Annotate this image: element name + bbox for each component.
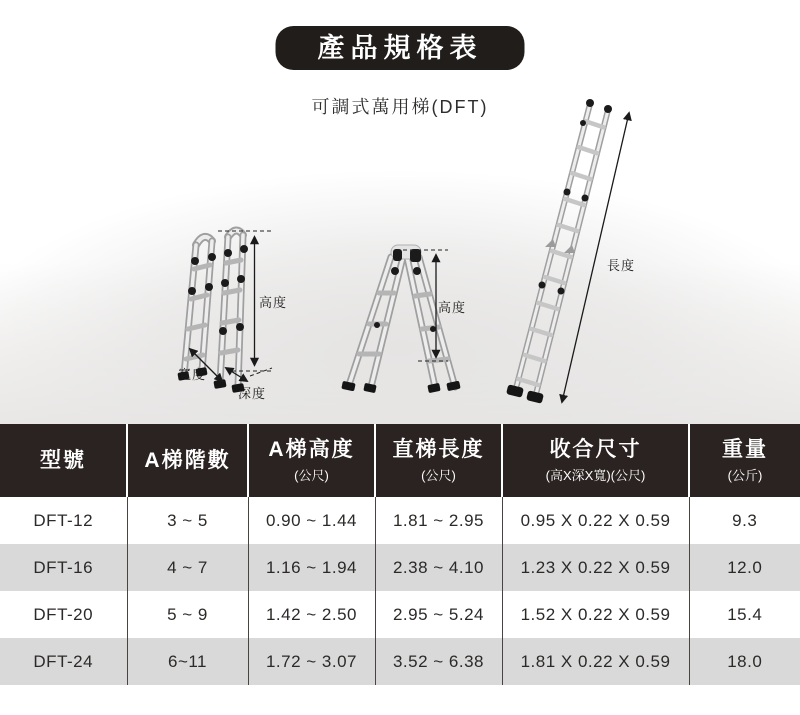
spec-table-body: [0, 497, 800, 685]
column-header-5: 重量 (公斤): [689, 424, 800, 497]
straight-ladder-rails: [515, 104, 608, 398]
table-cell: 1.42 ~ 2.50: [248, 591, 375, 638]
table-cell: 1.81 ~ 2.95: [375, 497, 502, 544]
spec-table-header-row: [0, 424, 800, 497]
column-header-0: 型號: [0, 424, 127, 497]
column-header-2: A梯高度 (公尺): [248, 424, 375, 497]
spec-table: [0, 424, 800, 685]
table-cell: 12.0: [689, 544, 800, 591]
table-row-DFT-12: [0, 497, 800, 544]
table-cell: 0.90 ~ 1.44: [248, 497, 375, 544]
table-row-DFT-20: [0, 591, 800, 638]
height-label-folded: 高度: [259, 295, 288, 310]
table-row-DFT-24: [0, 638, 800, 685]
table-cell: DFT-12: [0, 497, 127, 544]
depth-label: 深度: [238, 386, 267, 401]
column-header-1: A梯階數: [127, 424, 248, 497]
table-cell: 1.16 ~ 1.94: [248, 544, 375, 591]
table-cell: 1.23 X 0.22 X 0.59: [502, 544, 689, 591]
table-cell: 9.3: [689, 497, 800, 544]
a-frame-feet: [341, 381, 460, 394]
table-cell: 15.4: [689, 591, 800, 638]
column-header-4: 收合尺寸 (高X深X寬)(公尺): [502, 424, 689, 497]
table-cell: DFT-16: [0, 544, 127, 591]
table-cell: DFT-24: [0, 638, 127, 685]
table-row-DFT-16: [0, 544, 800, 591]
height-label-aframe: 高度: [438, 300, 467, 315]
table-cell: 2.38 ~ 4.10: [375, 544, 502, 591]
a-frame-rails: [349, 257, 455, 387]
title-banner: [276, 26, 525, 70]
table-cell: 4 ~ 7: [127, 544, 248, 591]
length-label: 長度: [607, 258, 636, 273]
table-cell: 18.0: [689, 638, 800, 685]
product-subtitle: 可調式萬用梯(DFT): [311, 97, 489, 117]
page-title: 產品規格表: [317, 33, 483, 63]
table-cell: 3 ~ 5: [127, 497, 248, 544]
table-cell: 1.81 X 0.22 X 0.59: [502, 638, 689, 685]
table-cell: 2.95 ~ 5.24: [375, 591, 502, 638]
column-header-3: 直梯長度 (公尺): [375, 424, 502, 497]
table-cell: 5 ~ 9: [127, 591, 248, 638]
width-label: 寬度: [178, 367, 207, 382]
table-cell: 3.52 ~ 6.38: [375, 638, 502, 685]
straight-ladder-rungs: [518, 121, 603, 385]
straight-ladder-illustration: [493, 92, 658, 414]
table-cell: DFT-20: [0, 591, 127, 638]
a-frame-ladder-illustration: [333, 237, 473, 405]
table-cell: 1.72 ~ 3.07: [248, 638, 375, 685]
table-cell: 6~11: [127, 638, 248, 685]
table-cell: 0.95 X 0.22 X 0.59: [502, 497, 689, 544]
table-cell: 1.52 X 0.22 X 0.59: [502, 591, 689, 638]
